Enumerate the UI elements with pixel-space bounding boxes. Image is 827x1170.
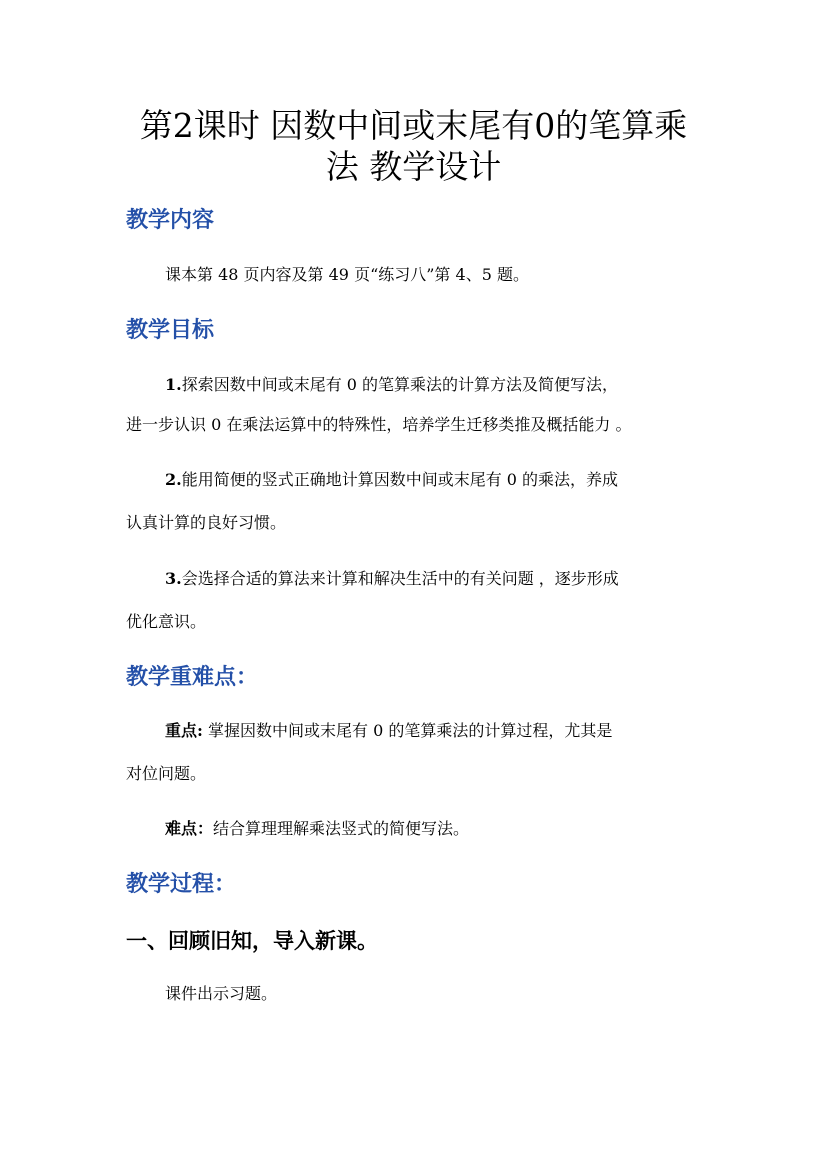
process-part-1-text: 课件出示习题。 [165,984,278,1003]
objective-2-line-1 [165,469,618,491]
focus-text-1: 掌握因数中间或末尾有 0 的笔算乘法的计算过程，尤其是 [202,721,613,740]
objective-2-line-2: 认真计算的良好习惯。 [126,513,287,532]
objective-1-number: 1. [165,375,182,394]
document-title-line-1: 第2课时 因数中间或末尾有0的笔算乘 [139,106,688,145]
document-title-line-2: 法 教学设计 [325,147,502,186]
objective-2-text-1: 能用简便的竖式正确地计算因数中间或末尾有 0 的乘法，养成 [181,470,619,489]
heading-teaching-objectives: 教学目标 [126,318,215,343]
objective-3-line-1 [165,568,619,590]
difficulty-text: 结合算理理解乘法竖式的简便写法。 [213,819,470,838]
objective-3-number: 3. [165,569,182,588]
process-part-1-title: 一、回顾旧知，导入新课。 [126,928,378,953]
focus-line-2: 对位问题。 [126,764,207,783]
heading-teaching-process: 教学过程： [126,872,237,897]
teaching-content-text: 课本第 48 页内容及第 49 页“练习八”第 4、5 题。 [165,265,529,284]
difficulty-label: 难点： [165,819,214,838]
heading-teaching-content: 教学内容 [126,208,215,233]
focus-line-1 [165,720,612,742]
heading-key-points: 教学重难点： [126,665,259,690]
difficulty-line [165,818,469,840]
objective-3-text-1: 会选择合适的算法来计算和解决生活中的有关问题 ，逐步形成 [181,569,619,588]
objective-1-line-2: 进一步认识 0 在乘法运算中的特殊性，培养学生迁移类推及概括能力 。 [126,415,632,434]
focus-label: 重点: [165,721,203,740]
objective-1-line-1 [165,374,618,396]
objective-3-line-2: 优化意识。 [126,612,207,631]
objective-1-text-1: 探索因数中间或末尾有 0 的笔算乘法的计算方法及简便写法， [181,375,619,394]
objective-2-number: 2. [165,470,182,489]
